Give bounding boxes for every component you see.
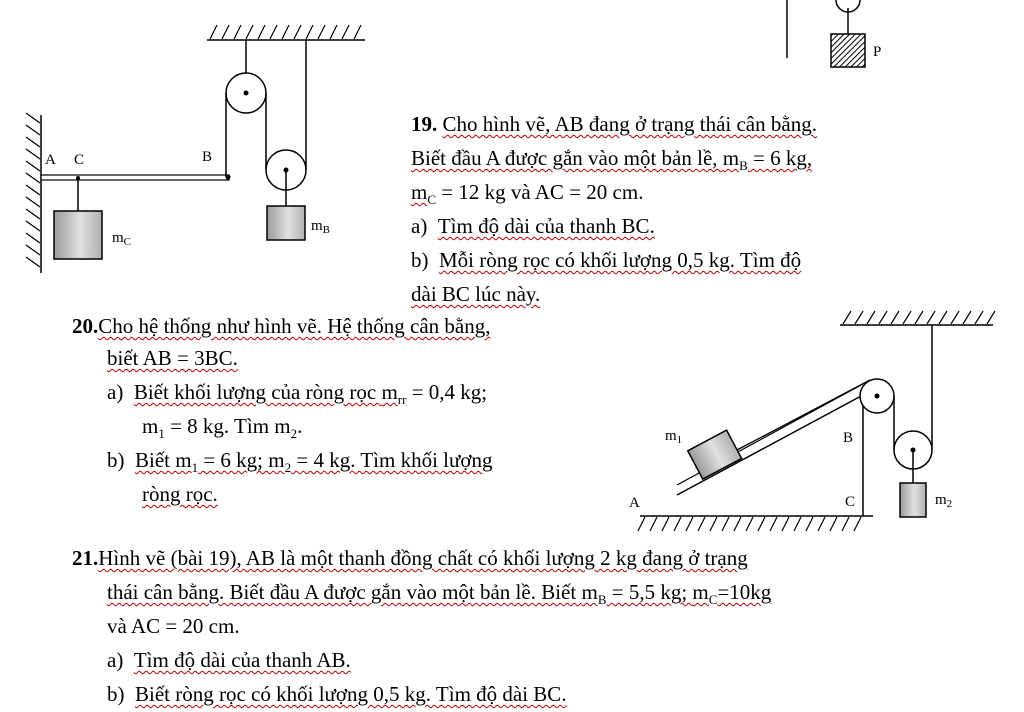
label-b-20: B [843,430,854,446]
p20-a: a) Biết khối lượng của ròng rọc $m_{rr} = 0,4$ kg; [107,380,488,408]
block-m1 [688,430,742,479]
mass-m2 [900,483,926,517]
p21-a: a) Tìm độ dài của thanh AB. [107,648,351,672]
p21-line3: và AC = 20 cm. [107,614,240,638]
label-mb: $m_B$ [311,218,331,236]
label-b: B [202,149,213,165]
mass-mc [54,211,102,259]
figure-20 [615,300,1010,540]
p20-line2: biết AB = 3BC. [107,346,238,370]
p19-line3: $m_C = 12$ kg và AC = 20 cm. [411,180,644,208]
label-c-20: C [845,494,856,510]
p21-b: b) Biết ròng rọc có khối lượng 0,5 kg. Tìm độ dài BC. [107,682,567,706]
figure-19 [20,15,380,280]
label-m1: $m_1$ [665,428,683,446]
weight-p [831,34,865,67]
top-right-figure [770,0,900,80]
p20-b: b) Biết $m_1 = 6$ kg; $m_2 = 4$ kg. Tìm khối lượng [107,448,493,476]
label-mc: $m_C$ [112,230,132,248]
weight-p-label: P [873,44,882,60]
p20-b-line2: ròng rọc. [142,482,218,506]
rod-ab [41,175,229,180]
p21-line2: thái cân bằng. Biết đầu A được gắn vào một bản lề. Biết $m_B = 5,5$ kg; $m_C=10kg$ [107,580,772,608]
p19-line2: Biết đầu A được gắn vào một bản lề, $m_B = 6$ kg, [411,146,813,174]
label-c: C [74,152,85,168]
label-m2: $m_2$ [935,492,953,510]
p20-line1: 20.Cho hệ thống như hình vẽ. Hệ thống cân bằng, [72,314,491,338]
p19-line1: 19. Cho hình vẽ, AB đang ở trạng thái cân bằng. [411,112,817,136]
label-a-20: A [629,495,640,511]
mass-mb [267,206,305,240]
label-a: A [45,152,56,168]
p19-a: a) Tìm độ dài của thanh BC. [411,214,655,238]
p19-b: b) Mỗi ròng rọc có khối lượng 0,5 kg. Tìm độ [411,248,802,272]
p20-a-line2: $m_1 = 8$ kg. Tìm $m_2$. [142,414,303,442]
p19-b-line2: dài BC lúc này. [411,282,541,306]
p21-line1: 21.Hình vẽ (bài 19), AB là một thanh đồng chất có khối lượng 2 kg đang ở trạng [72,546,748,570]
p19-number: 19. [411,112,438,136]
